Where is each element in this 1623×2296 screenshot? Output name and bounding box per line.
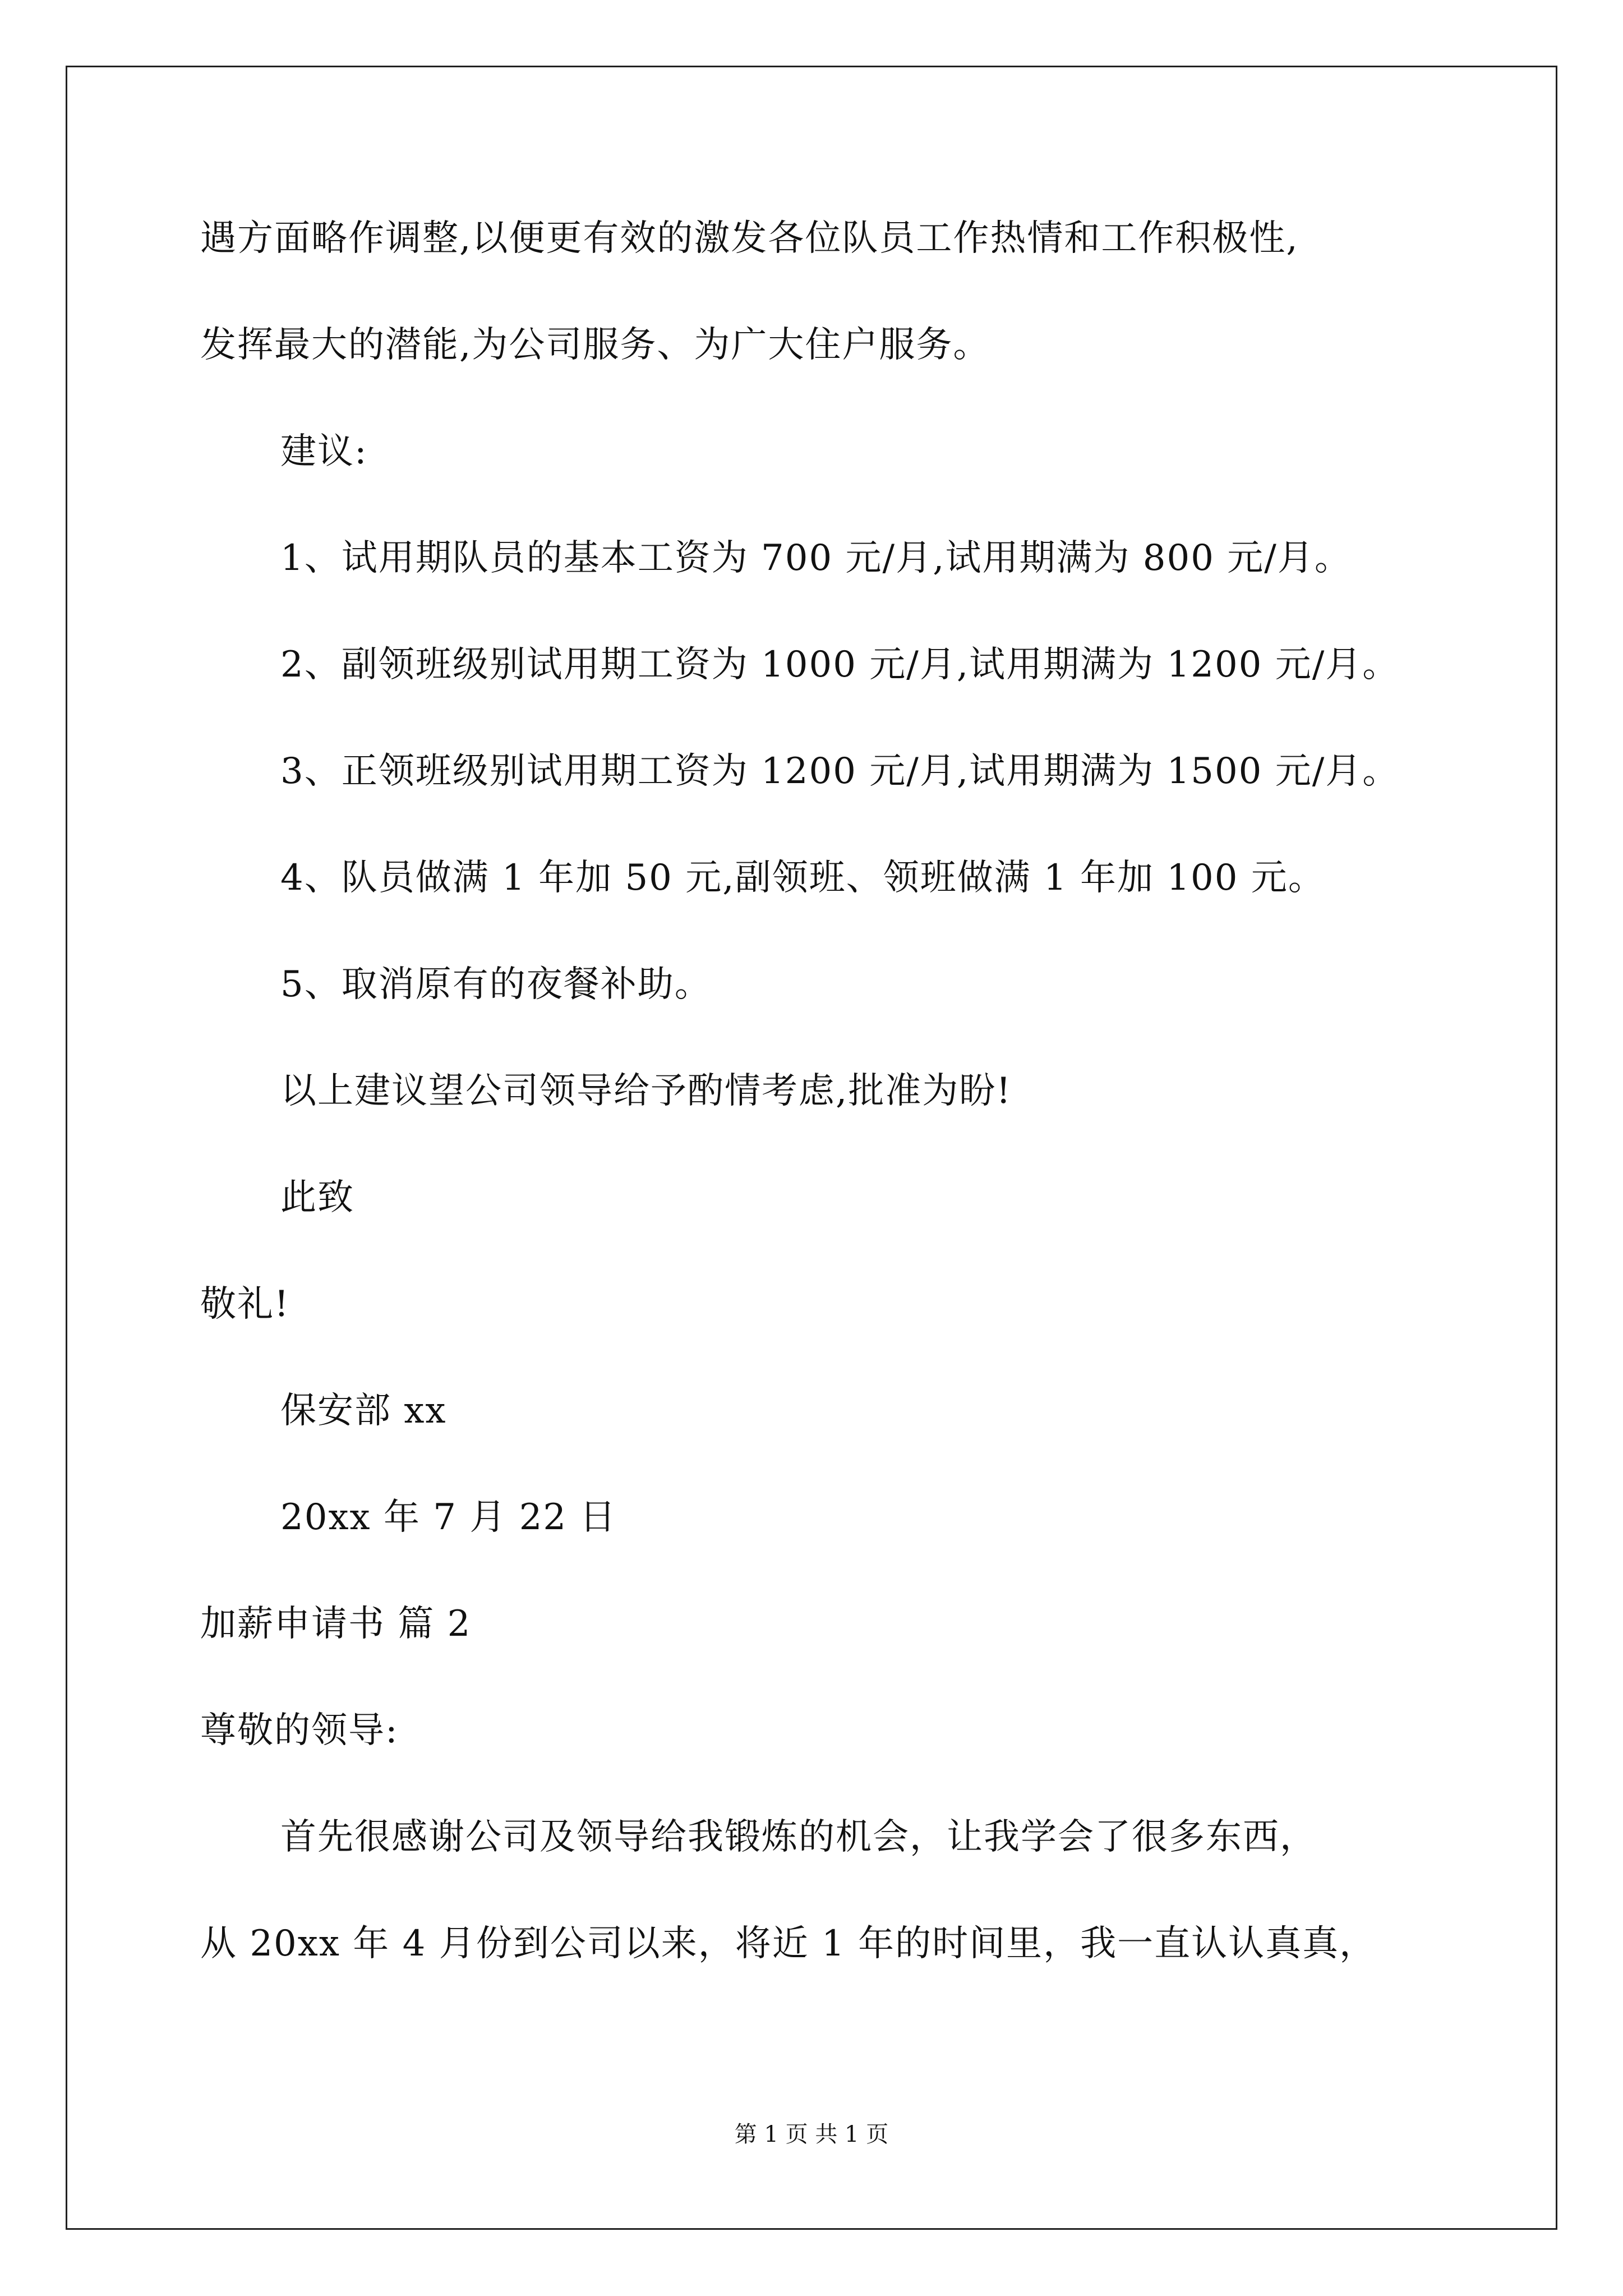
date: 20xx 年 7 月 22 日 xyxy=(280,1497,617,1538)
greeting: 尊敬的领导: xyxy=(200,1710,399,1751)
page-border xyxy=(66,66,1557,2230)
suggestion-item-3: 3、正领班级别试用期工资为 1200 元/月,试用期满为 1500 元/月。 xyxy=(280,751,1400,792)
signature: 保安部 xx xyxy=(280,1390,447,1432)
body-line-3: 首先很感谢公司及领导给我锻炼的机会，让我学会了很多东西， xyxy=(280,1816,1317,1858)
body-line-1: 遇方面略作调整,以便更有效的激发各位队员工作热情和工作积极性, xyxy=(200,218,1299,259)
body-line-2: 发挥最大的潜能,为公司服务、为广大住户服务。 xyxy=(200,324,990,366)
body-line-4: 从 20xx 年 4 月份到公司以来，将近 1 年的时间里，我一直认认真真， xyxy=(200,1923,1377,1964)
suggestion-item-2: 2、副领班级别试用期工资为 1000 元/月,试用期满为 1200 元/月。 xyxy=(280,644,1400,685)
suggestion-heading: 建议: xyxy=(280,431,368,472)
suggestion-item-1: 1、试用期队员的基本工资为 700 元/月,试用期满为 800 元/月。 xyxy=(280,537,1352,579)
page-footer: 第 1 页 共 1 页 xyxy=(734,2122,889,2147)
salutation-cizhi: 此致 xyxy=(280,1177,354,1218)
suggestion-item-4: 4、队员做满 1 年加 50 元,副领班、领班做满 1 年加 100 元。 xyxy=(280,857,1325,899)
salutation-jingli: 敬礼! xyxy=(200,1283,290,1325)
suggestion-item-5: 5、取消原有的夜餐补助。 xyxy=(280,964,712,1005)
closing-request: 以上建议望公司领导给予酌情考虑,批准为盼! xyxy=(280,1070,1012,1112)
section-title: 加薪申请书 篇 2 xyxy=(200,1603,472,1645)
